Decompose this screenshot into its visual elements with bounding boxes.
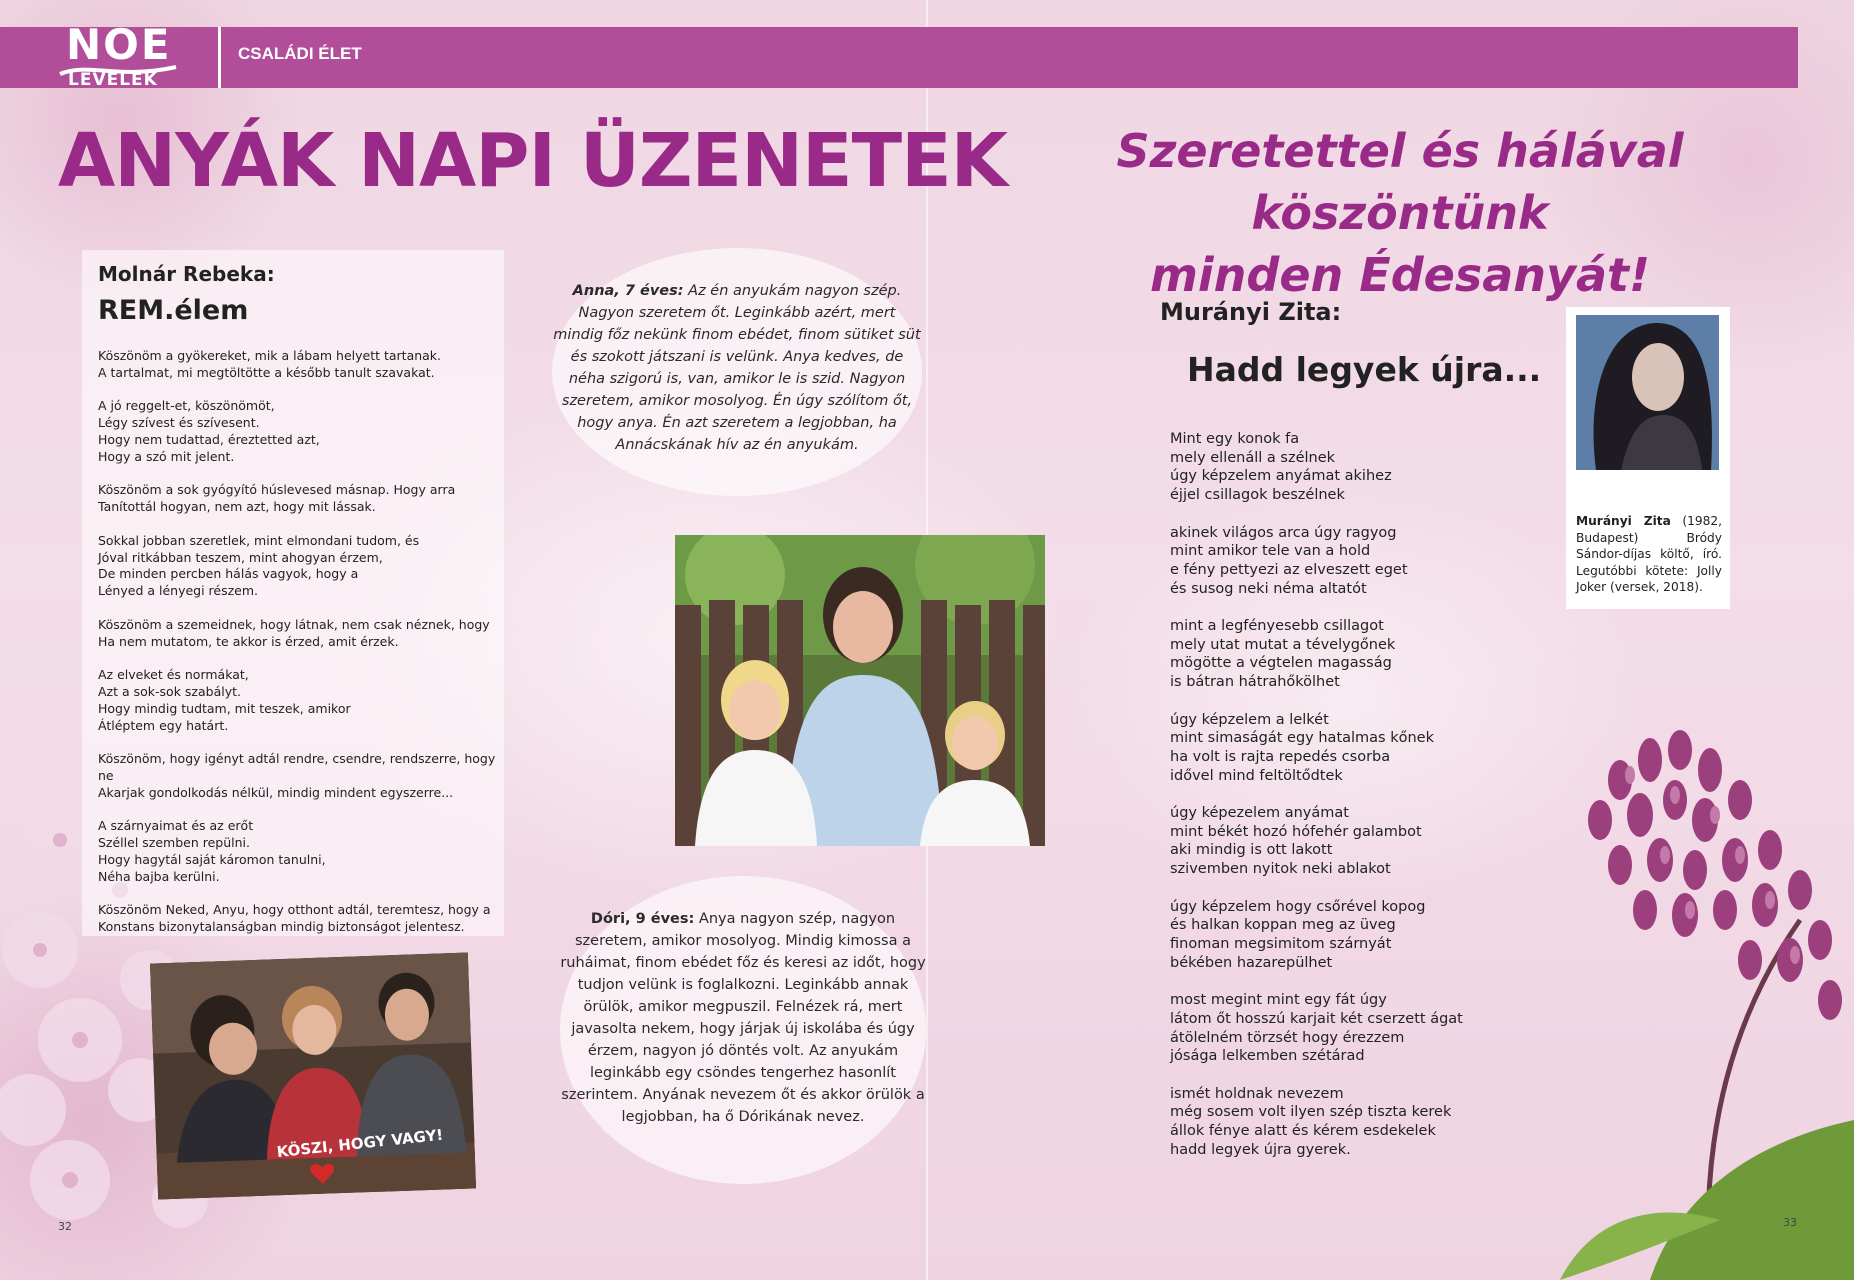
author-bio-card (1566, 307, 1730, 609)
greeting-line-1: Szeretettel és hálával köszöntünk (1116, 124, 1684, 240)
logo-noe-text: NOE (66, 20, 172, 69)
author-bio-details: (1982, Budapest) Bródy Sándor-díjas költő, író. Legutóbbi kötete: Jolly Joker (versek, 2018). (1576, 514, 1722, 594)
quote-anna-text: Az én anyukám nagyon szép. Nagyon szeretem őt. Leginkább azért, mert mindig főz nekünk finom ebédet, finom sütiket süt és szokott játszani is velünk. Anya kedves, de néha szigorú is, van, amikor le is szid. Nagyon szeretem, amikor mosolyog. Én úgy szólítom őt, hogy anya. Én azt szeretem a legjobban, ha Annácskának hív az én anyukám. (553, 283, 921, 453)
logo-levelek-text: LEVELEK (68, 70, 158, 90)
header-divider (218, 27, 221, 88)
friends-photo-illustration (150, 953, 476, 1200)
quote-dori-name: Dóri, 9 éves: (590, 911, 695, 927)
quote-dori (560, 908, 926, 1128)
page-number-right: 33 (1783, 1216, 1797, 1229)
quote-dori-text: Anya nagyon szép, nagyon szeretem, amikor mosolyog. Mindig kimossa a ruháimat, finom ebédet főz és keresi az időt, hogy tudjon velünk is foglalkozni. Leginkább annak örülök, amikor megpuszil. Felnézek rá, mert javasolta nekem, hogy járjak új iskolába és úgy érzem, nagyon jó döntés volt. Az anyukám leginkább egy csöndes tengerhez hasonlít szerintem. Anyának nevezem őt és akkor örülök a legjobban, ha ő Dórikának nevez. (560, 911, 926, 1125)
greeting-headline (1010, 120, 1790, 306)
noe-levelek-logo (52, 20, 182, 92)
friends-photo-caption: KÖSZI, HOGY VAGY! (275, 1125, 445, 1162)
poem-author-molnar: Molnár Rebeka: (98, 262, 275, 286)
poem-text-muranyi: Mint egy konok fa mely ellenáll a szélnek úgy képzelem anyámat akihez éjjel csillagok beszélnek akinek világos arca úgy ragyog mint amikor tele van a hold e fény pettyezi az elveszett eget és susog neki néma altatót mint a legfényesebb csillagot mely utat mutat a tévelygőnek mögötte a végtelen magasság is bátran hátrahőkölhet úgy képzelem a lelkét mint simaságát egy hatalmas kőnek ha volt is rajta repedés csorba idővel mind feltöltődtek úgy képezelem anyámat mint békét hozó hófehér galambot aki mindig is ott lakott szivemben nyitok neki ablakot úgy képzelem hogy csőrével kopog és halkan koppan meg az üveg finoman megsimitom szárnyát békében hazarepülhet most megint mint egy fát úgy látom őt hosszú karjait két cserzett ágat átölelném törzsét hogy érezzem jósága lelkemben szétárad ismét holdnak nevezem még sosem volt ilyen szép tiszta kerek állok fénye alatt és kérem esdekelek hadd legyek újra gyerek. (1170, 431, 1463, 1158)
section-label: CSALÁDI ÉLET (238, 44, 362, 63)
quote-anna-name: Anna, 7 éves: (572, 283, 684, 299)
poem-text-molnar: Köszönöm a gyökereket, mik a lábam helyett tartanak. A tartalmat, mi megtöltötte a később tanult szavakat. A jó reggelt-et, köszönömöt, Légy szívest és szívesent. Hogy nem tudattad, éreztetted azt, Hogy a szó mit jelent. Köszönöm a sok gyógyító húslevesed másnap. Hogy arra Tanítottál hogyan, nem azt, hogy mit lássak. Sokkal jobban szeretlek, mint elmondani tudom, és Jóval ritkábban teszem, mint ahogyan érzem, De minden percben hálás vagyok, hogy a Lényed a lényegi részem. Köszönöm a szemeidnek, hogy látnak, nem csak néznek, hogy Ha nem mutatom, te akkor is érzed, amit érzek. Az elveket és normákat, Azt a sok-sok szabályt. Hogy mindig tudtam, mit teszek, amikor Átléptem egy határt. Köszönöm, hogy igényt adtál rendre, csendre, rendszerre, hogy ne Akarjak gondolkodás nélkül, mindig mindent egyszerre... A szárnyaimat és az erőt Széllel szemben repülni. Hogy hagytál saját káromon tanulni, Néha bajba kerülni. Köszönöm Neked, Anyu, hogy otthont adtál, teremtesz, hogy a Konstans bizonytalanságban mindig biztonságot jelentesz. (98, 348, 496, 935)
poem-author-muranyi: Murányi Zita: (1160, 298, 1342, 326)
family-photo (675, 535, 1045, 846)
author-portrait-illustration (1576, 315, 1719, 470)
author-portrait (1576, 315, 1719, 470)
family-photo-illustration (675, 535, 1045, 846)
page-title: ANYÁK NAPI ÜZENETEK (58, 118, 1007, 204)
page-number-left: 32 (58, 1220, 72, 1233)
author-bio-text (1576, 513, 1722, 596)
friends-photo (150, 953, 476, 1200)
quote-anna (552, 280, 922, 456)
poem-title-molnar: REM.élem (98, 295, 249, 326)
author-bio-name: Murányi Zita (1576, 514, 1671, 528)
poem-title-muranyi: Hadd legyek újra... (1187, 350, 1542, 389)
greeting-line-2: minden Édesanyát! (1149, 248, 1651, 302)
